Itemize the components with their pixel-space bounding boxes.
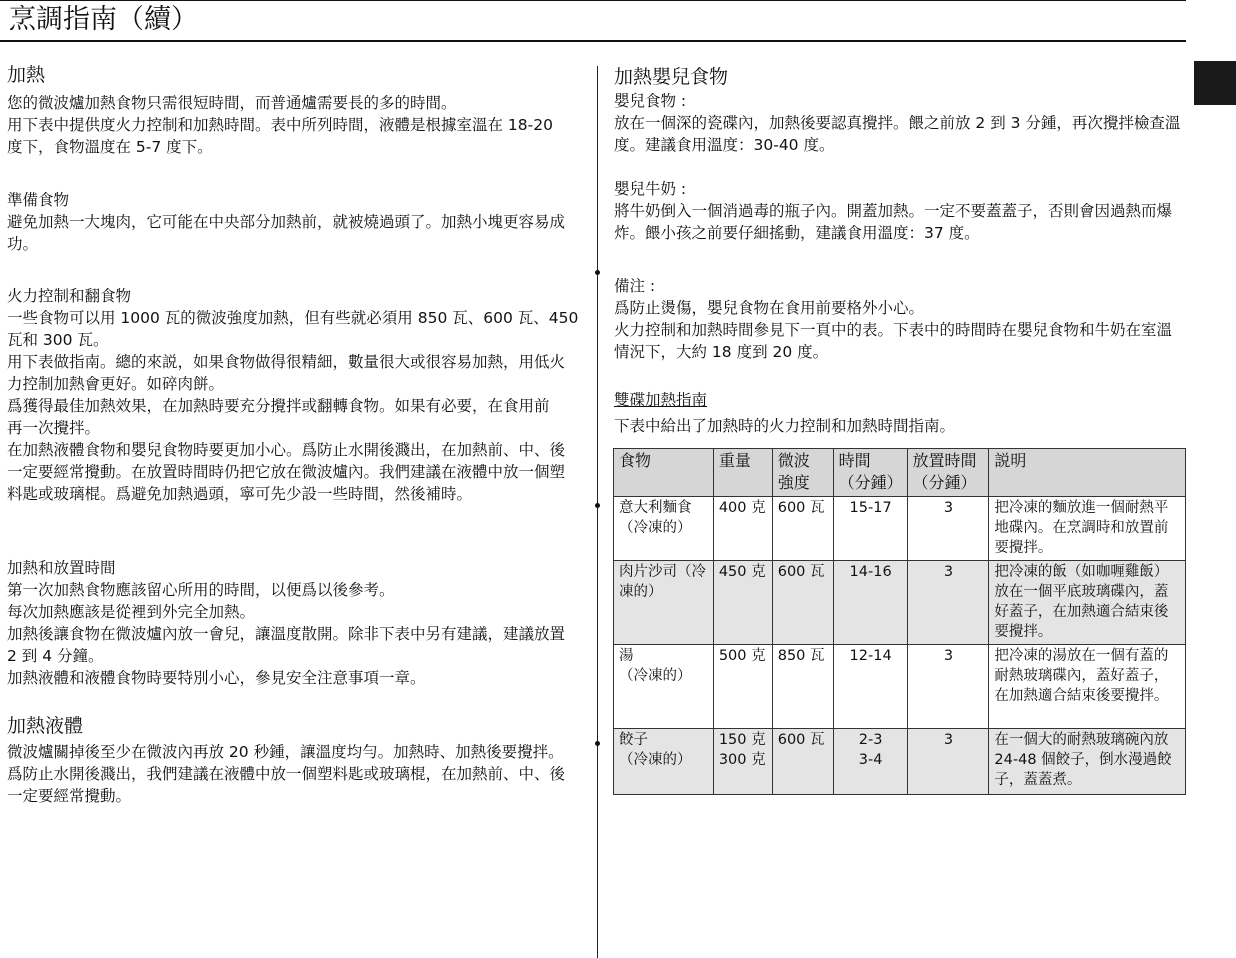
column-divider	[597, 66, 598, 958]
section-guide	[614, 389, 1182, 437]
margin-bullet	[595, 741, 600, 746]
cell-power: 600 瓦	[772, 497, 833, 561]
table-row	[614, 645, 1186, 729]
paragraph: 放在一個深的瓷碟內，加熱後要認真攪拌。餵之前放 2 到 3 分鍾，再次攪拌檢查溫度。建議食用溫度：30-40 度。	[614, 114, 1181, 154]
title-rule	[0, 40, 1186, 42]
paragraph: 微波爐關掉後至少在微波內再放 20 秒鍾，讓溫度均勻。加熱時、加熱後要攪拌。爲防止水開後濺出，我們建議在液體中放一個塑料匙或玻璃棍，在加熱前、中、後一定要經常攪動。	[7, 743, 566, 805]
paragraph: 避免加熱一大塊肉，它可能在中央部分加熱前，就被燒過頭了。加熱小塊更容易成功。	[7, 213, 566, 253]
heating-guide-table	[613, 448, 1186, 795]
cell-note: 在一個大的耐熱玻璃碗內放 24-48 個餃子，倒水漫過餃子，蓋蓋煮。	[989, 729, 1186, 795]
cell-food: 餃子 （冷凍的）	[614, 729, 714, 795]
paragraph: 一些食物可以用 1000 瓦的微波強度加熱，但有些就必須用 850 瓦、600 瓦、450 瓦和 300 瓦。	[7, 309, 579, 349]
margin-bullet	[595, 270, 600, 275]
baby-food-label: 嬰兒食物 :	[614, 92, 687, 110]
column-header: 時間 （分鍾）	[833, 449, 907, 497]
paragraph: 您的微波爐加熱食物只需很短時間，而普通爐需要長的多的時間。	[7, 94, 457, 112]
margin-bullet	[595, 503, 600, 508]
column-header: 食物	[614, 449, 714, 497]
section-note	[614, 275, 1182, 363]
cell-food: 肉片沙司（冷凍的）	[614, 561, 714, 645]
section-title: 加熱嬰兒食物	[614, 66, 729, 88]
cell-standing: 3	[907, 729, 989, 795]
section-title: 準備食物	[7, 191, 70, 209]
section-tab-marker	[1194, 61, 1236, 105]
page-title: 烹調指南（續）	[9, 4, 198, 35]
table-header-row	[614, 449, 1186, 497]
cell-note: 把冷凍的飯（如咖喱雞飯）放在一個平底玻璃碟內，蓋好蓋子，在加熱適合結束後要攪拌。	[989, 561, 1186, 645]
cell-time: 12-14	[833, 645, 907, 729]
table-row	[614, 729, 1186, 795]
paragraph: 第一次加熱食物應該留心所用的時間，以便爲以後參考。	[7, 581, 395, 599]
cell-time: 2-3 3-4	[833, 729, 907, 795]
cell-weight: 400 克	[713, 497, 772, 561]
table-row	[614, 497, 1186, 561]
paragraph: 用下表做指南。總的來説，如果食物做得很精細，數量很大或很容易加熱，用低火力控制加熱會更好。如碎肉餅。	[7, 353, 566, 393]
baby-milk-label: 嬰兒牛奶 :	[614, 180, 687, 198]
section-title: 加熱液體	[7, 715, 84, 737]
table-row	[614, 561, 1186, 645]
paragraph: 爲獲得最佳加熱效果，在加熱時要充分攪拌或翻轉食物。如果有必要，在食用前再一次攪拌。	[7, 397, 550, 437]
column-header: 重量	[713, 449, 772, 497]
column-header: 説明	[989, 449, 1186, 497]
cell-food: 湯 （冷凍的）	[614, 645, 714, 729]
column-header: 微波 強度	[772, 449, 833, 497]
note-label: 備注 :	[614, 277, 656, 295]
cell-standing: 3	[907, 645, 989, 729]
paragraph: 每次加熱應該是從裡到外完全加熱。	[7, 603, 256, 621]
section-prep	[7, 189, 573, 255]
cell-standing: 3	[907, 497, 989, 561]
cell-standing: 3	[907, 561, 989, 645]
column-header: 放置時間 （分鍾）	[907, 449, 989, 497]
paragraph: 在加熱液體食物和嬰兒食物時要更加小心。爲防止水開後濺出，在加熱前、中、後一定要經常攪動。在放置時間時仍把它放在微波爐內。我們建議在液體中放一個塑料匙或玻璃棍。爲避免加熱過頭，寧可先少設一些時間，然後補時。	[7, 441, 566, 503]
section-baby	[614, 64, 1182, 244]
section-liquids	[7, 713, 579, 807]
cell-power: 600 瓦	[772, 561, 833, 645]
section-title: 加熱	[7, 64, 46, 86]
cell-note: 把冷凍的麵放進一個耐熱平地碟內。在烹調時和放置前要攪拌。	[989, 497, 1186, 561]
paragraph: 將牛奶倒入一個消過毒的瓶子內。開蓋加熱。一定不要蓋蓋子，否則會因過熱而爆炸。餵小孩之前要仔細搖動，建議食用溫度：37 度。	[614, 202, 1173, 242]
section-power	[7, 285, 579, 505]
cell-weight: 150 克 300 克	[713, 729, 772, 795]
section-title: 火力控制和翻食物	[7, 287, 132, 305]
paragraph: 火力控制和加熱時間參見下一頁中的表。下表中的時間時在嬰兒食物和牛奶在室溫情況下，大約 18 度到 20 度。	[614, 321, 1173, 361]
cell-power: 850 瓦	[772, 645, 833, 729]
cell-food: 意大利麵食（冷凍的）	[614, 497, 714, 561]
cell-time: 14-16	[833, 561, 907, 645]
section-title: 雙碟加熱指南	[614, 391, 708, 409]
section-heating	[7, 62, 573, 158]
cell-weight: 500 克	[713, 645, 772, 729]
paragraph: 加熱液體和液體食物時要特別小心，參見安全注意事項一章。	[7, 669, 426, 687]
paragraph: 爲防止燙傷，嬰兒食物在食用前要格外小心。	[614, 299, 925, 317]
paragraph: 加熱後讓食物在微波爐內放一會兒，讓溫度散開。除非下表中另有建議，建議放置 2 到 4 分鐘。	[7, 625, 566, 665]
section-title: 加熱和放置時間	[7, 559, 116, 577]
cell-note: 把冷凍的湯放在一個有蓋的耐熱玻璃碟內，蓋好蓋子，在加熱適合結束後要攪拌。	[989, 645, 1186, 729]
paragraph: 下表中給出了加熱時的火力控制和加熱時間指南。	[614, 417, 956, 435]
section-standing	[7, 557, 579, 689]
cell-power: 600 瓦	[772, 729, 833, 795]
cell-weight: 450 克	[713, 561, 772, 645]
cell-time: 15-17	[833, 497, 907, 561]
paragraph: 用下表中提供度火力控制和加熱時間。表中所列時間，液體是根據室溫在 18-20 度下，食物溫度在 5-7 度下。	[7, 116, 553, 156]
